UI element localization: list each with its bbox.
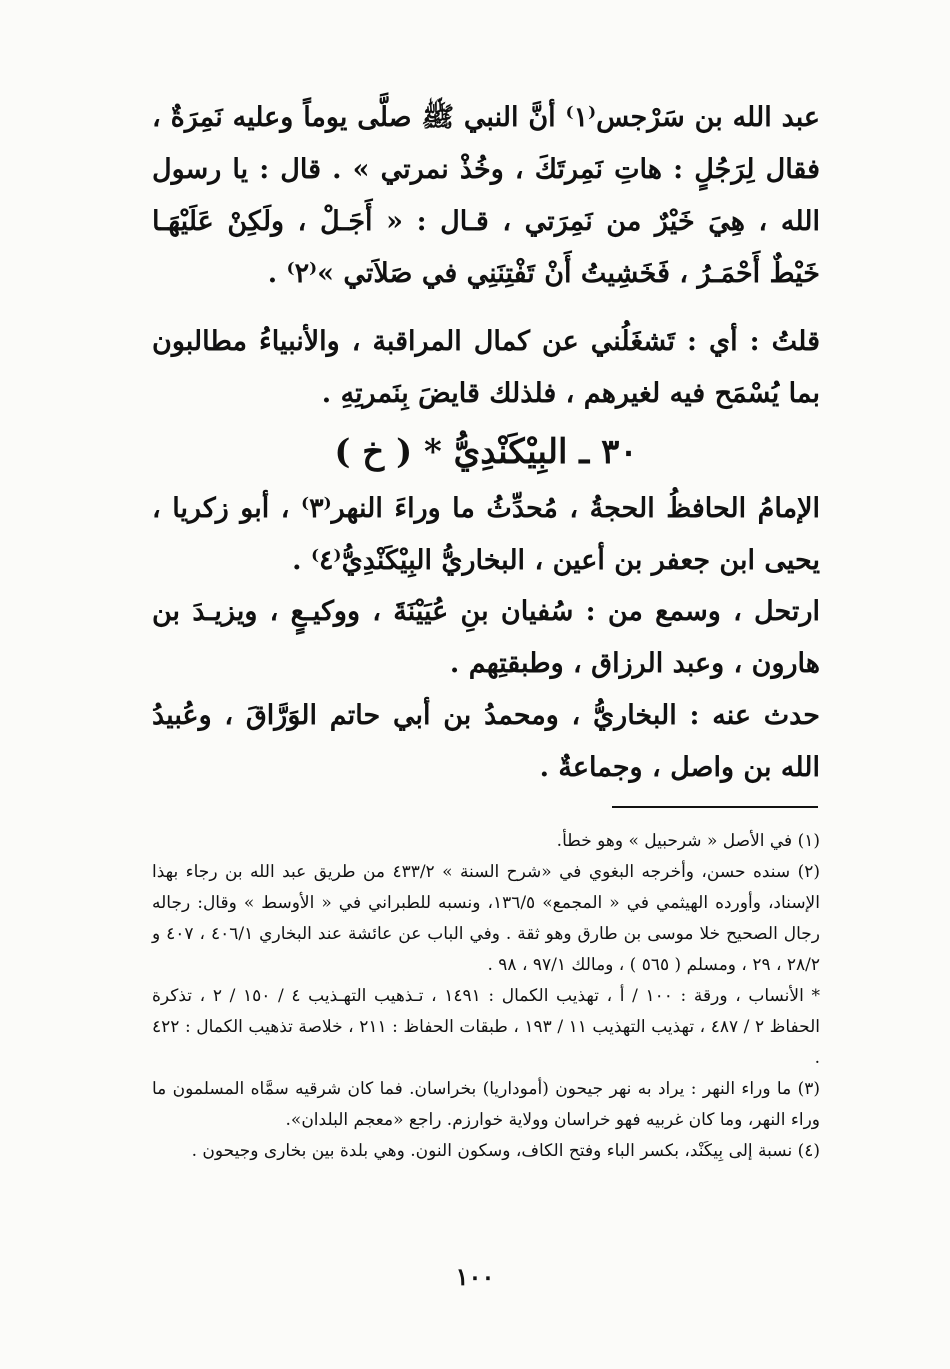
page-number: ١٠٠ (455, 1262, 495, 1291)
hadith-text: عبد الله بن سَرْجس⁽١⁾ أنَّ النبي ﷺ صلَّى يوماً وعليه نَمِرَةٌ ، فقال لِرَجُلٍ : هاتِ نَمِرتَكَ ، وخُذْ نمرتي » . قال : يا رسول الله ، هِيَ خَيْرٌ من نَمِرَتي ، قـال : « أَجَـلْ ، ولَكِنْ عَلَيْهَـا خَيْطٌ أَحْمَـرُ ، فَخَشِيتُ أَنْ تَفْتِنَنِي في صَلاَتي »⁽٢⁾ . (152, 102, 821, 289)
footnote-2: (٢) سنده حسن، وأخرجه البغوي في «شرح السنة » ٤٣٣/٢ من طريق عبد الله بن رجاء بهذا الإسناد، وأورده الهيثمي في « المجمع» ١٣٦/٥، ونسبه للطبراني في « الأوسط » وقال: رجاله رجال الصحيح خلا موسى بن طارق وهو ثقة . وفي الباب عن عائشة عند البخاري ٤٠٦/١ ، ٤٠٧ و ٢٨/٢ ، ٢٩ ، ومسلم ( ٥٦٥ ) ، ومالك ٩٧/١ ، ٩٨ . (152, 862, 821, 975)
footnote-4: (٤) نسبة إلى بِيكَنْد، بكسر الباء وفتح الكاف، وسكون النون. وهي بلدة بين بخارى وجيحون . (191, 1141, 820, 1161)
teachers-text: ارتحل ، وسمع من : سُفيان بنِ عُيَيْنَةَ ، ووكيـعٍ ، ويزيـدَ بن هارون ، وعبد الرزاق ، وطبقتِهم . (152, 596, 820, 679)
intro-text: الإمامُ الحافظُ الحجةُ ، مُحدِّثُ ما وراءَ النهر⁽٣⁾ ، أبو زكريا ، يحيى ابن جعفر بن أعين ، البخاريُّ البِيْكَنْدِيُّ⁽٤⁾ . (152, 493, 820, 576)
biography-intro (152, 483, 820, 587)
hadith-paragraph (152, 92, 820, 300)
biography-teachers (152, 586, 820, 690)
biography-heading: ٣٠ ـ البِيْكَنْدِيُّ * ( خ ) (334, 432, 638, 472)
footnote-divider (612, 806, 818, 808)
biography-students (152, 690, 820, 794)
students-text: حدث عنه : البخاريُّ ، ومحمدُ بن أبي حاتم الوَرَّاقَ ، وعُبيدُ الله بن واصل ، وجماعةٌ . (152, 700, 820, 783)
footnote-sources: * الأنساب ، ورقة : ١٠٠ / أ ، تهذيب الكمال : ١٤٩١ ، تـذهيب التهـذيب ٤ / ١٥٠ / ٢ ، تذكرة الحفاظ ٢ / ٤٨٧ ، تهذيب التهذيب ١١ / ١٩٣ ، طبقات الحفاظ : ٢١١ ، خلاصة تذهيب الكمال : ٤٢٢ . (152, 986, 821, 1068)
author-comment (152, 316, 820, 420)
footnote-1: (١) في الأصل « شرحبيل » وهو خطأ. (556, 831, 820, 851)
footnotes (152, 826, 820, 1167)
comment-text: قلتُ : أي : تَشغَلُني عن كمال المراقبة ، والأنبياءُ مطالبون بما يُسْمَح فيه لغيرهم ، فلذلك قايضَ بِنَمرتِهِ . (152, 326, 820, 409)
footnote-3: (٣) ما وراء النهر : يراد به نهر جيحون (أموداريا) بخراسان. فما كان شرقيه سمَّاه المسلمون ما وراء النهر، وما كان غربيه فهو خراسان وولاية خوارزم. راجع «معجم البلدان». (152, 1079, 820, 1130)
